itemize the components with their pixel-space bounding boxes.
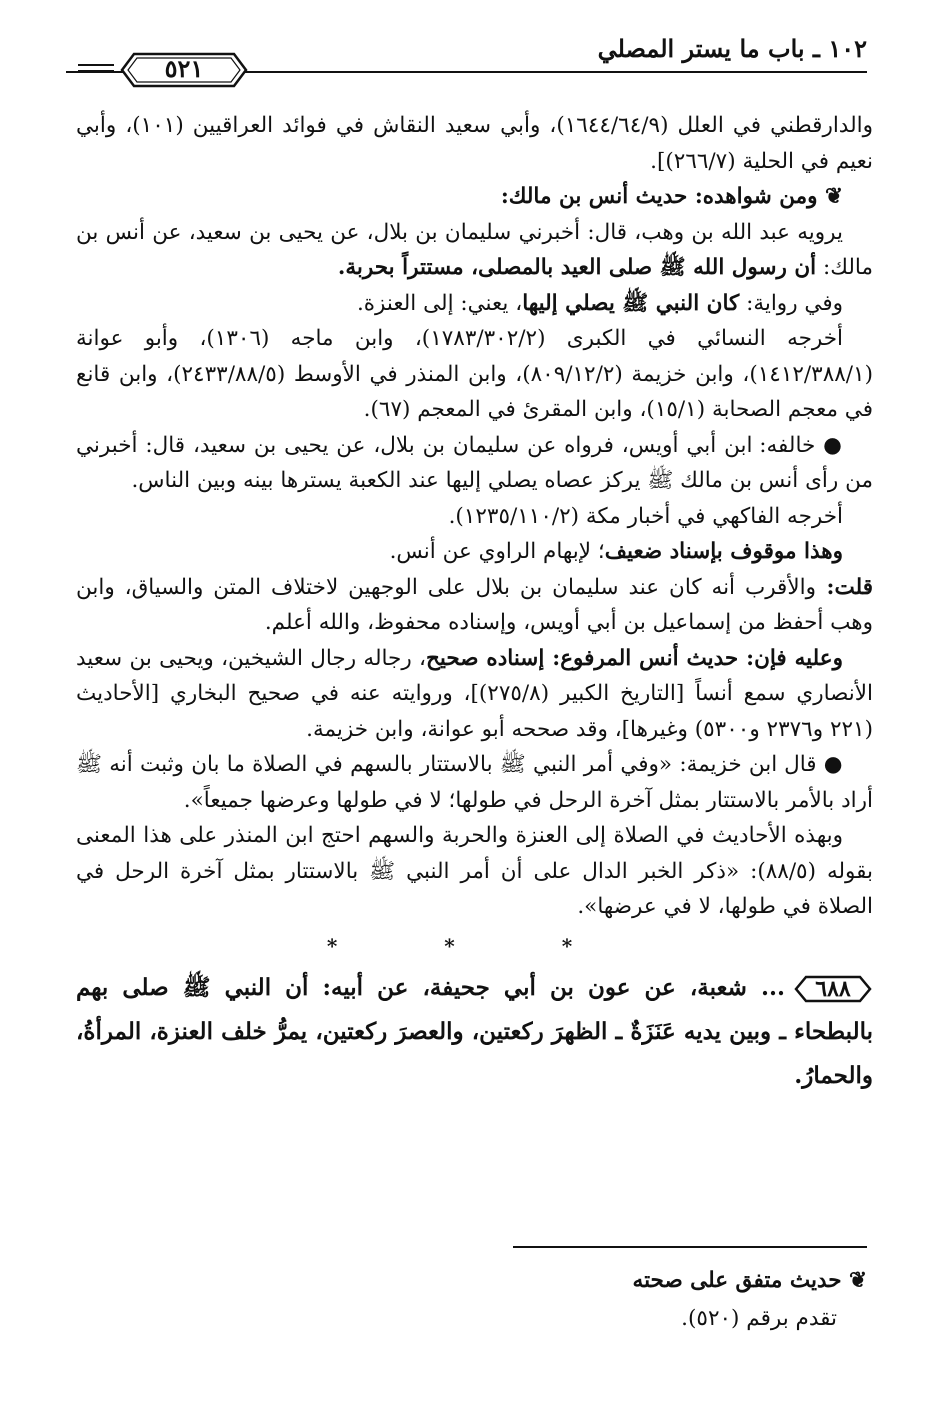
chapter-title: ١٠٢ ـ باب ما يستر المصلي	[597, 34, 867, 63]
paragraph	[76, 286, 873, 322]
paragraph: والدارقطني في العلل (١٦٤٤/٦٤/٩)، وأبي سعيد النقاش في فوائد العراقيين (١٠١)، وأبي نعيم في الحلية (٢٦٦/٧)].	[76, 113, 873, 174]
footnote-separator	[513, 1246, 867, 1248]
footnote	[67, 1262, 867, 1338]
footnote-heading: ❦ حديث متفق على صحته	[632, 1268, 867, 1293]
paragraph-text: ، رجاله رجال الشيخين، ويحيى بن سعيد الأنصاري سمع أنساً [التاريخ الكبير (٢٧٥/٨)]، وروايته عنه في صحيح البخاري [الأحاديث (٢٢١ و٢٣٧٦ و٥٣٠٠) وغيرها]، وقد صححه أبو عوانة، وابن خزيمة.	[76, 645, 873, 742]
paragraph	[76, 570, 873, 641]
footnote-heading-text: حديث متفق على صحته	[632, 1268, 842, 1293]
paragraph-text: خالفه: ابن أبي أويس، فرواه عن سليمان بن بلال، عن يحيى بن سعيد، قال: أخبرني من رأى أنس بن مالك ﷺ يركز عصاه يصلي إليها عند الكعبة يسترها بينه وبين الناس.	[76, 432, 873, 493]
section-heading: ❦ ومن شواهده: حديث أنس بن مالك:	[500, 184, 843, 209]
section-heading-text: ومن شواهده: حديث أنس بن مالك:	[500, 184, 818, 209]
qultu-label: قلت:	[815, 574, 873, 600]
hadith-text: ... شعبة، عن عون بن أبي جحيفة، عن أبيه: أن النبي ﷺ صلى بهم بالبطحاء ـ وبين يديه عَنَزَةٌ ـ الظهرَ ركعتين، والعصرَ ركعتين، يمرُّ خلف العنزة، المرأةُ، والحمارُ.	[76, 974, 873, 1089]
verdict: حديث أنس المرفوع: إسناده صحيح	[425, 645, 739, 671]
hadith-number: ٦٨٨	[815, 976, 851, 1002]
paragraph: أخرجه النسائي في الكبرى (١٧٨٣/٣٠٢/٢)، وابن ماجه (١٣٠٦)، وأبو عوانة (١٤١٢/٣٨٨/١)، وابن خزيمة (٨٠٩/١٢/٢)، وابن المنذر في الأوسط (٢٤٣٣/٨٨/٥)، وابن قانع في معجم الصحابة (١٥/١)، وابن المقرئ في المعجم (٦٧).	[76, 326, 873, 422]
paragraph: أخرجه الفاكهي في أخبار مكة (١٢٣٥/١١٠/٢).	[448, 503, 843, 529]
paragraph: وبهذه الأحاديث في الصلاة إلى العنزة والحربة والسهم احتج ابن المنذر على هذا المعنى بقوله (٨٨/٥): «ذكر الخبر الدال على أن أمر النبي ﷺ بالاستتار بمثل آخرة الرحل في الصلاة في طولها، لا في عرضها».	[76, 823, 873, 919]
hadith-quote: كان النبي ﷺ يصلي إليها	[522, 290, 740, 316]
page-header	[66, 30, 867, 82]
paragraph: ● قال ابن خزيمة: «وفي أمر النبي ﷺ بالاستتار بالسهم في الصلاة ما بان وثبت أنه ﷺ أراد بالأمر بالاستتار بمثل آخرة الرحل في طولها؛ لا في طولها وعرضها جميعاً».	[76, 752, 873, 813]
paragraph-text: قال ابن خزيمة: «وفي أمر النبي ﷺ بالاستتار بالسهم في الصلاة ما بان وثبت أنه ﷺ أراد بالأمر بالاستتار بمثل آخرة الرحل في طولها؛ لا في طولها وعرضها جميعاً».	[76, 752, 873, 813]
hadith-entry	[76, 966, 873, 1098]
paragraph	[76, 641, 873, 748]
page-number-frame	[116, 48, 252, 92]
header-double-rule-bottom	[78, 70, 114, 72]
hadith-quote: أن رسول الله ﷺ صلى العيد بالمصلى، مستتراً بحربة.	[337, 255, 817, 280]
paragraph-text: يرويه عبد الله بن وهب، قال: أخبرني سليمان بن بلال، عن يحيى بن سعيد، عن أنس بن مالك:	[76, 219, 873, 280]
paragraph-text: وفي رواية:	[739, 290, 843, 316]
conclusion-label: وعليه فإن:	[738, 645, 844, 671]
footnote-text: تقدم برقم (٥٢٠).	[681, 1306, 837, 1331]
main-text	[76, 108, 873, 1098]
paragraph-text: والأقرب أنه كان عند سليمان بن بلال على الوجهين لاختلاف المتن والسياق، وابن وهب أحفظ من إسماعيل بن أبي أويس، وإسناده محفوظ، والله أعلم.	[76, 574, 873, 635]
paragraph	[76, 534, 873, 570]
paragraph	[76, 215, 873, 286]
verdict: وهذا موقوف بإسناد ضعيف	[604, 539, 843, 564]
header-double-rule-top	[78, 64, 114, 66]
paragraph-text: ، يعني: إلى العنزة.	[356, 290, 523, 316]
paragraph-text: ؛ لإبهام الراوي عن أنس.	[389, 539, 605, 564]
section-divider: * * *	[326, 933, 623, 958]
paragraph: ● خالفه: ابن أبي أويس، فرواه عن سليمان بن بلال، عن يحيى بن سعيد، قال: أخبرني من رأى أنس بن مالك ﷺ يركز عصاه يصلي إليها عند الكعبة يسترها بينه وبين الناس.	[76, 432, 873, 493]
page-number: ٥٢١	[164, 54, 204, 83]
hadith-number-badge	[793, 974, 873, 1004]
